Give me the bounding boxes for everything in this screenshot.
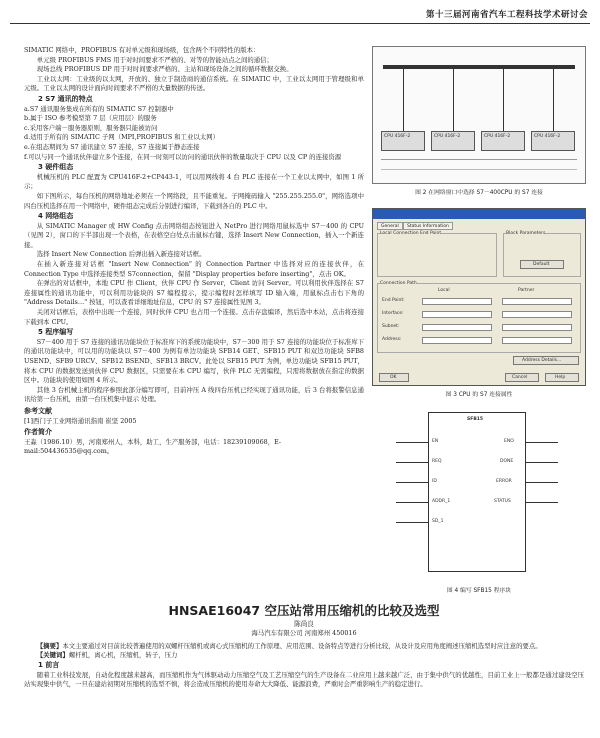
pin-wire [396,442,428,443]
partner-interface-select[interactable] [502,311,572,318]
default-button[interactable]: Default [520,260,564,269]
sec4-para-3: 在插入新连接对话框 "Insert New Connection" 的 Connection Partner 中选择对应的连接伙伴，在 Connection Type 中选择连接类型 S7connection，保留 "Display properties before inserting"，点击 OK。 [24,260,364,278]
local-endpoint-field[interactable] [422,298,492,305]
help-button[interactable]: Help [545,373,579,382]
intro-para-1: SIMATIC 网络中，PROFIBUS 有对单元级和现场级，包含两个不同特性的版本： [24,46,260,54]
author-bio: 王淼（1986.10）男，河南郑州人，本科，助工，生产服务部，电话：18239109068，E-mail:504436535@qq.com。 [24,437,282,456]
group-label: Local Connection End Point [380,231,442,236]
bus-drop [553,69,554,131]
intro-para-2: 单元级 PROFIBUS FMS 用于对时间要求不严格的、对等的智能站点之间的通信； [36,55,273,64]
pin-wire [396,482,428,483]
pin-wire [396,502,428,503]
article-affiliation: 海马汽车有限公司 河南郑州 450016 [251,629,357,638]
keywords-label: 【关键词】 [36,651,69,660]
pin-wire [526,442,558,443]
section-5-title: 5 程序编写 [38,328,74,337]
bus-drop [503,69,504,131]
keywords-text: 螺杆机，离心机，压缩机，转子，压力 [68,651,178,660]
local-endpoint-group [377,233,497,277]
block-name: SFB15 [467,417,484,422]
journal-title: 第十三届河南省汽车工程科技学术研讨会 [425,10,588,20]
intro-para-4: 工业以太网：工业级的以太网，开放的、独立于制造商的通信系统。在 SIMATIC 中，工业以太网用于管理级和单元级。工业以太网的设计面向时间要求不严格的大量数据的传送。 [24,74,364,93]
pin-wire [526,502,558,503]
keywords [24,651,584,661]
group-label: Block Parameters [506,231,546,236]
article-author: 陈尚良 [294,619,314,628]
section-3-title: 3 硬件组态 [38,163,74,172]
ethernet-bus [383,65,575,69]
sec2-item-e: e.在组态期间为 S7 通讯建立 S7 连接，S7 连接属于静态连接 [24,142,200,151]
group-label: Connection Path [380,281,417,286]
pin-wire [396,522,428,523]
table-divider [381,159,577,160]
partner-subnet-field[interactable] [502,324,572,331]
table-divider [381,169,577,170]
pin-done: DONE [500,459,514,464]
section-4-title: 4 网络组态 [38,212,74,221]
plc-label: CPU 416F-2 [534,134,561,139]
next-article [24,603,584,690]
pin-req: REQ [432,459,442,464]
intro-para-3: 现场总线 PROFIBUS DP 用于对时间要求严格的、主站和现场设备之间的循环数据交换。 [36,65,293,74]
sec2-item-b: b.属于 ISO 参考模型第 7 层（应用层）的服务 [24,114,157,123]
sec2-item-f: f.可以与同一个通讯伙伴建立多个连接，在同一时刻可以访问的通讯伙伴的数量取决于 CPU 以及 CP 的连接资源 [24,152,342,161]
abstract [24,642,584,652]
plc-label: CPU 416F-2 [434,134,461,139]
row-address: Address: [382,337,402,342]
figure-3-caption: 图 3 CPU 的 S7 连接属性 [445,392,513,398]
article-intro: 随着工业科技发展，自动化程度越来越高，而压缩机作为气体驱动动力压缩空气及工艺压缩空气的生产设备在二业应用上越来越广泛，由于集中供气的优越性，目前工业上一般都是通过建设空压站实现集中供气，一旦在建站初期对压缩机的选型不慎，将会造成压缩机的使用寿命大大降低、能源浪费，严重时会严重影响生产的稳定进行。 [24,670,584,689]
column-local: Local [438,288,450,293]
pin-addr1: ADDR_1 [432,499,451,504]
sec3-para-1: 机械压机的 PLC 配置为 CPU416F-2+CP443-1，可以用网线将 4 台 PLC 连接在一个工业以太网中，如图 1 所示； [24,172,364,191]
section-2-title: 2 S7 通讯的特点 [38,94,93,103]
tab-status-information: Status Information [403,222,453,230]
bus-drop [453,69,454,131]
right-column [372,46,586,594]
plc-station-2 [431,131,475,151]
connection-path-group [377,283,581,353]
partner-endpoint-field[interactable] [502,298,572,305]
journal-header [10,8,590,24]
local-interface-select[interactable] [422,311,492,318]
sec4-para-2: 选择 Insert New Connection 后弹出插入新连接对话框。 [36,250,206,259]
row-interface: Interface: [382,311,404,316]
pin-error: ERROR [496,479,512,484]
row-subnet: Subnet: [382,324,400,329]
column-partner: Partner [518,288,535,293]
plc-station-4 [531,131,575,151]
tab-general: General [377,222,403,230]
sec3-para-2: 如下图所示，每台压机的网络地址必须在一个网络段，且不能重复。子网掩码输入 "255.255.255.0"，网络选项中四台压机选择在用一个网络中，硬件组态完成后分别进行编译，下载到各自的 PLC 中。 [24,191,364,210]
references-title: 参考文献 [24,406,52,415]
sec4-para-4: 在弹出的对话框中，本地 CPU 作 Client，伙伴 CPU 作 Server，Client 访问 Server。可以利用伙伴选择在 S7 连接属性的通讯功能中，可以利用功能块的 S7 编程提示，提示编程时怎样填写 ID 输入端，用鼠标点击右下角的 "Address Details…" 按钮，可以查看详细地址信息，CPU 的 S7 连接属性见图 3。 [24,279,364,307]
sec4-para-5: 关闭对话框后，表格中出现一个连接，同时伙伴 CPU 也占用一个连接。点击存盘编译，然后选中本站，点击将连接下载到本 CPU。 [24,308,364,326]
bus-drop [403,69,404,131]
local-subnet-field[interactable] [422,324,492,331]
pin-wire [396,462,428,463]
figure-4-caption: 图 4 编写 SFB15 程序块 [446,588,512,594]
sec2-item-c: c.采用客户端－服务器原则，服务器只能被访问 [24,123,158,132]
sfb15-block [428,412,526,572]
block-parameters-group [503,233,581,277]
ok-button[interactable]: OK [379,373,409,382]
plc-station-3 [481,131,525,151]
article-title: HNSAE16047 空压站常用压缩机的比较及选型 [168,603,440,618]
pin-status: STATUS [494,499,511,504]
pin-id: ID [432,479,437,484]
figure-4-function-block [372,412,586,582]
local-address-field[interactable] [422,337,492,344]
abstract-label: 【摘要】 [36,641,63,650]
address-details-button[interactable]: Address Details... [513,356,579,365]
plc-label: CPU 416F-2 [384,134,411,139]
pin-wire [526,482,558,483]
abstract-text: 本文主要通过对目前比较普遍使用的双螺杆压缩机或离心式压缩机的工作原理、应用范围、设备特点等进行分析比较，从设计及应用角度阐述压缩机选型时应注意的要点。 [62,641,542,650]
article-section-1-title: 1 前言 [38,660,60,669]
plc-station-1 [381,131,425,151]
pin-wire [526,462,558,463]
pin-en: EN [432,439,439,444]
left-column [24,46,364,457]
sec2-item-d: d.适用于所有的 SIMATIC 子网（MPI,PROFIBUS 和工业以太网） [24,133,220,142]
sec5-para-1: S7－400 用于 S7 连接的通讯功能块位于标准库下的系统功能块中，S7－300 用于 S7 连接的功能块位于标准库下的通讯功能块中，可以用的功能块以 S7－400 为例有单边功能块 SFB14 GET、SFB15 PUT 和双边功能块 SFB8 USEND、SFB9 URCV、SFB12 BSEND、SFB13 BRCV。此处以 SFB15 PUT 为例，单边功能块 SFB15 PUT，将本 CPU 的数据发送到伙伴 CPU 数据区，只需要在本 CPU 编写，伙伴 PLC 无需编程，只需将数据放在指定的数据区中。功能块的使用如图 4 所示。 [24,337,364,385]
figure-2-caption: 图 2 在网络窗口中选择 S7－400CPU 的 S7 连接 [415,190,543,196]
cancel-button[interactable]: Cancel [505,373,539,382]
figure-3-dialog [372,208,586,386]
dialog-title-bar [373,209,585,219]
sec2-item-a: a.S7 通讯服务集成在所有的 SIMATIC S7 控制器中 [24,104,174,113]
partner-address-field[interactable] [502,337,572,344]
sec4-para-1: 从 SIMATIC Manager 或 HW Config 点击网络组态按钮进入 NetPro 进行网络用鼠标选中 S7－400 的 CPU（见图 2），窗口的下半部出现一个表格，在表格空白处点击鼠标右键，选择 Insert New Connection，插入一个新连接。 [24,221,364,249]
plc-label: CPU 416F-2 [484,134,511,139]
row-end-point: End Point: [382,298,405,303]
author-bio-title: 作者简介 [24,428,52,437]
sec5-para-2: 其他 3 台机械主机的程序参照此部分编写即可，目前冲压 A 线四台压机已经实现了通讯功能，后 3 台将报警信息通讯给第一台压机，由第一台压机集中显示 处理。 [24,385,364,404]
figure-2-network-view [372,46,586,184]
pin-sd1: SD_1 [432,519,444,524]
pin-eno: ENO [504,439,514,444]
reference-1: [1]西门子工业网络通讯指南 崔坚 2005 [24,416,137,425]
